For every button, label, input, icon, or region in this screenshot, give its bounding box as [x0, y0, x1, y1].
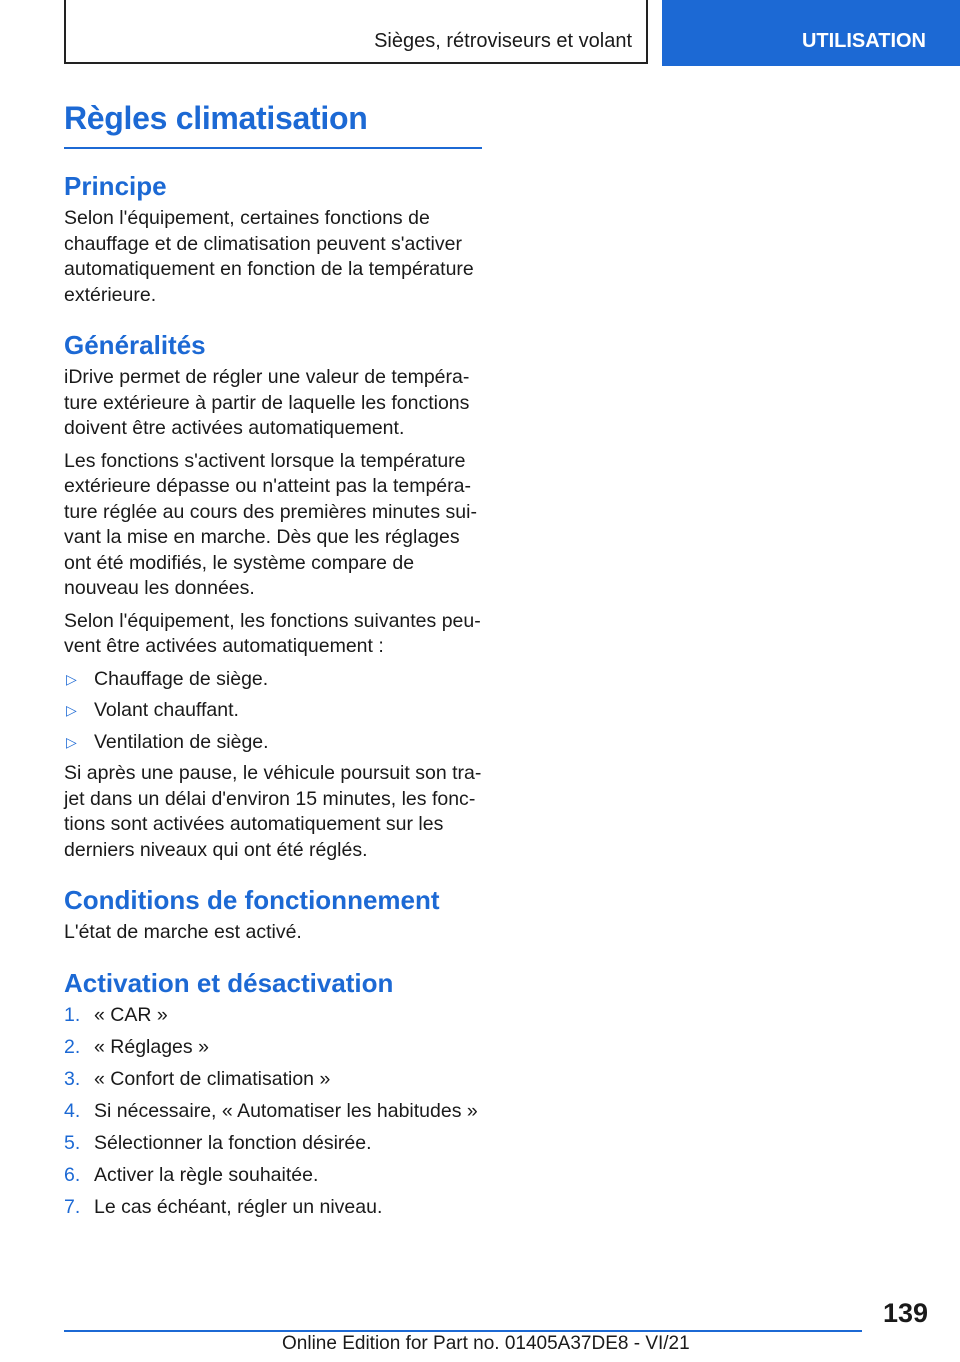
list-item-text: Chauffage de siège. [94, 667, 269, 690]
step-text: Sélectionner la fonction désirée. [94, 1131, 372, 1154]
step-number: 7. [64, 1195, 81, 1218]
step-text: Si nécessaire, « Automatiser les habitudes » [94, 1099, 478, 1122]
step-item [64, 1003, 482, 1029]
step-number: 2. [64, 1035, 81, 1058]
generalites-paragraph-1: iDrive permet de régler une valeur de température extérieure à partir de laquelle les fonctions doivent être activées automatiquement. [64, 366, 470, 439]
step-text: Le cas échéant, régler un niveau. [94, 1195, 383, 1218]
step-number: 5. [64, 1131, 81, 1154]
step-text: « CAR » [94, 1003, 168, 1026]
generalites-paragraph-2: Les fonctions s'activent lorsque la température extérieure dépasse ou n'atteint pas la température réglée au cours des premières minutes suivant la mise en marche. Dès que les réglages ont été modifiés, le système compare de nouveau les données. [64, 449, 477, 599]
step-item [64, 1131, 482, 1157]
list-item [64, 667, 482, 693]
list-item [64, 698, 482, 724]
step-item [64, 1195, 482, 1221]
footer-divider [64, 1330, 862, 1332]
step-item [64, 1067, 482, 1093]
function-list [64, 667, 482, 756]
page-title: Règles climatisation [64, 100, 482, 149]
page-number: 139 [882, 1298, 928, 1328]
triangle-bullet-icon: ▷ [66, 702, 77, 718]
step-number: 6. [64, 1163, 81, 1186]
list-item-text: Ventilation de siège. [94, 730, 269, 753]
header-section-box [64, 0, 648, 64]
chapter-title: UTILISATION [801, 30, 926, 52]
step-text: « Confort de climatisation » [94, 1067, 331, 1090]
heading-generalites: Généralités [64, 330, 206, 360]
step-item [64, 1035, 482, 1061]
heading-principe: Principe [64, 171, 167, 201]
step-item [64, 1163, 482, 1189]
step-text: Activer la règle souhaitée. [94, 1163, 319, 1186]
header-chapter-box [662, 0, 960, 66]
activation-steps [64, 1003, 482, 1221]
step-item [64, 1099, 482, 1125]
section-title: Sièges, rétroviseurs et volant [374, 30, 632, 52]
step-number: 1. [64, 1003, 81, 1026]
list-item [64, 730, 482, 756]
page-content [64, 100, 482, 1227]
heading-conditions: Conditions de fonctionnement [64, 885, 440, 915]
footer-edition: Online Edition for Part no. 01405A37DE8 - VI/21 [282, 1333, 690, 1354]
heading-activation: Activation et désactivation [64, 967, 394, 998]
principe-text: Selon l'équipement, certaines fonctions de chauffage et de climatisation peuvent s'activer automatiquement en fonction de la température extérieure. [64, 207, 474, 306]
step-number: 3. [64, 1067, 81, 1090]
triangle-bullet-icon: ▷ [66, 670, 77, 687]
list-item-text: Volant chauffant. [94, 699, 239, 721]
step-number: 4. [64, 1099, 81, 1122]
generalites-paragraph-4: Si après une pause, le véhicule poursuit son trajet dans un délai d'environ 15 minutes, les fonctions sont activées automatiquement sur les derniers niveaux qui ont été réglés. [64, 762, 482, 861]
triangle-bullet-icon: ▷ [66, 733, 77, 750]
conditions-text: L'état de marche est activé. [64, 921, 302, 943]
generalites-paragraph-3: Selon l'équipement, les fonctions suivantes peuvent être activées automatiquement : [64, 609, 481, 657]
step-text: « Réglages » [94, 1035, 209, 1058]
